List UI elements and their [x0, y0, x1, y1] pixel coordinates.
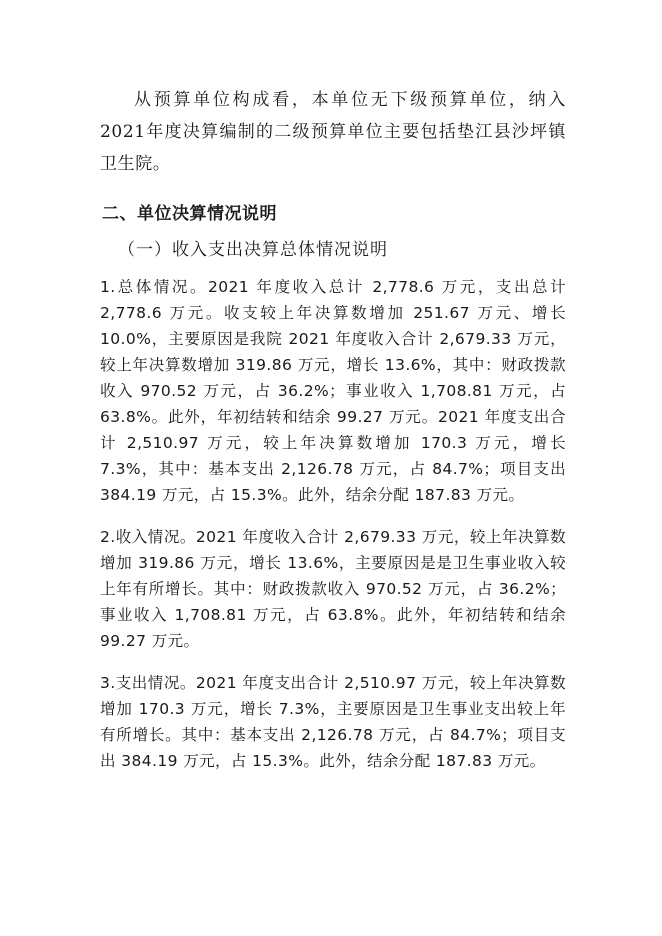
paragraph-income: 2.收入情况。2021 年度收入合计 2,679.33 万元，较上年决算数增加 319.86 万元，增长 13.6%，主要原因是是卫生事业收入较上年有所增长。其中：财政拨款收入 970.52 万元，占 36.2%；事业收入 1,708.81 万元，占 63.8%。此外，年初结转和结余 99.27 万元。	[100, 528, 566, 650]
intro-paragraph: 从预算单位构成看，本单位无下级预算单位，纳入2021年度决算编制的二级预算单位主要包括垫江县沙坪镇卫生院。	[100, 90, 566, 174]
sub-heading: （一）收入支出决算总体情况说明	[118, 240, 388, 260]
section-heading: 二、单位决算情况说明	[102, 204, 277, 224]
paragraph-expenditure: 3.支出情况。2021 年度支出合计 2,510.97 万元，较上年决算数增加 170.3 万元，增长 7.3%，主要原因是卫生事业支出较上年有所增长。其中：基本支出 2,126.78 万元，占 84.7%；项目支出 384.19 万元，占 15.3%。此外，结余分配 187.83 万元。	[100, 674, 566, 770]
document-page	[100, 84, 566, 774]
paragraph-overall: 1.总体情况。2021 年度收入总计 2,778.6 万元，支出总计 2,778.6 万元。收支较上年决算数增加 251.67 万元、增长 10.0%，主要原因是我院 2021 年度收入合计 2,679.33 万元，较上年决算数增加 319.86 万元，增长 13.6%，其中：财政拨款收入 970.52 万元，占 36.2%；事业收入 1,708.81 万元，占 63.8%。此外，年初结转和结余 99.27 万元。2021 年度支出合计 2,510.97 万元，较上年决算数增加 170.3 万元，增长 7.3%，其中：基本支出 2,126.78 万元，占 84.7%；项目支出 384.19 万元，占 15.3%。此外，结余分配 187.83 万元。	[100, 278, 566, 504]
